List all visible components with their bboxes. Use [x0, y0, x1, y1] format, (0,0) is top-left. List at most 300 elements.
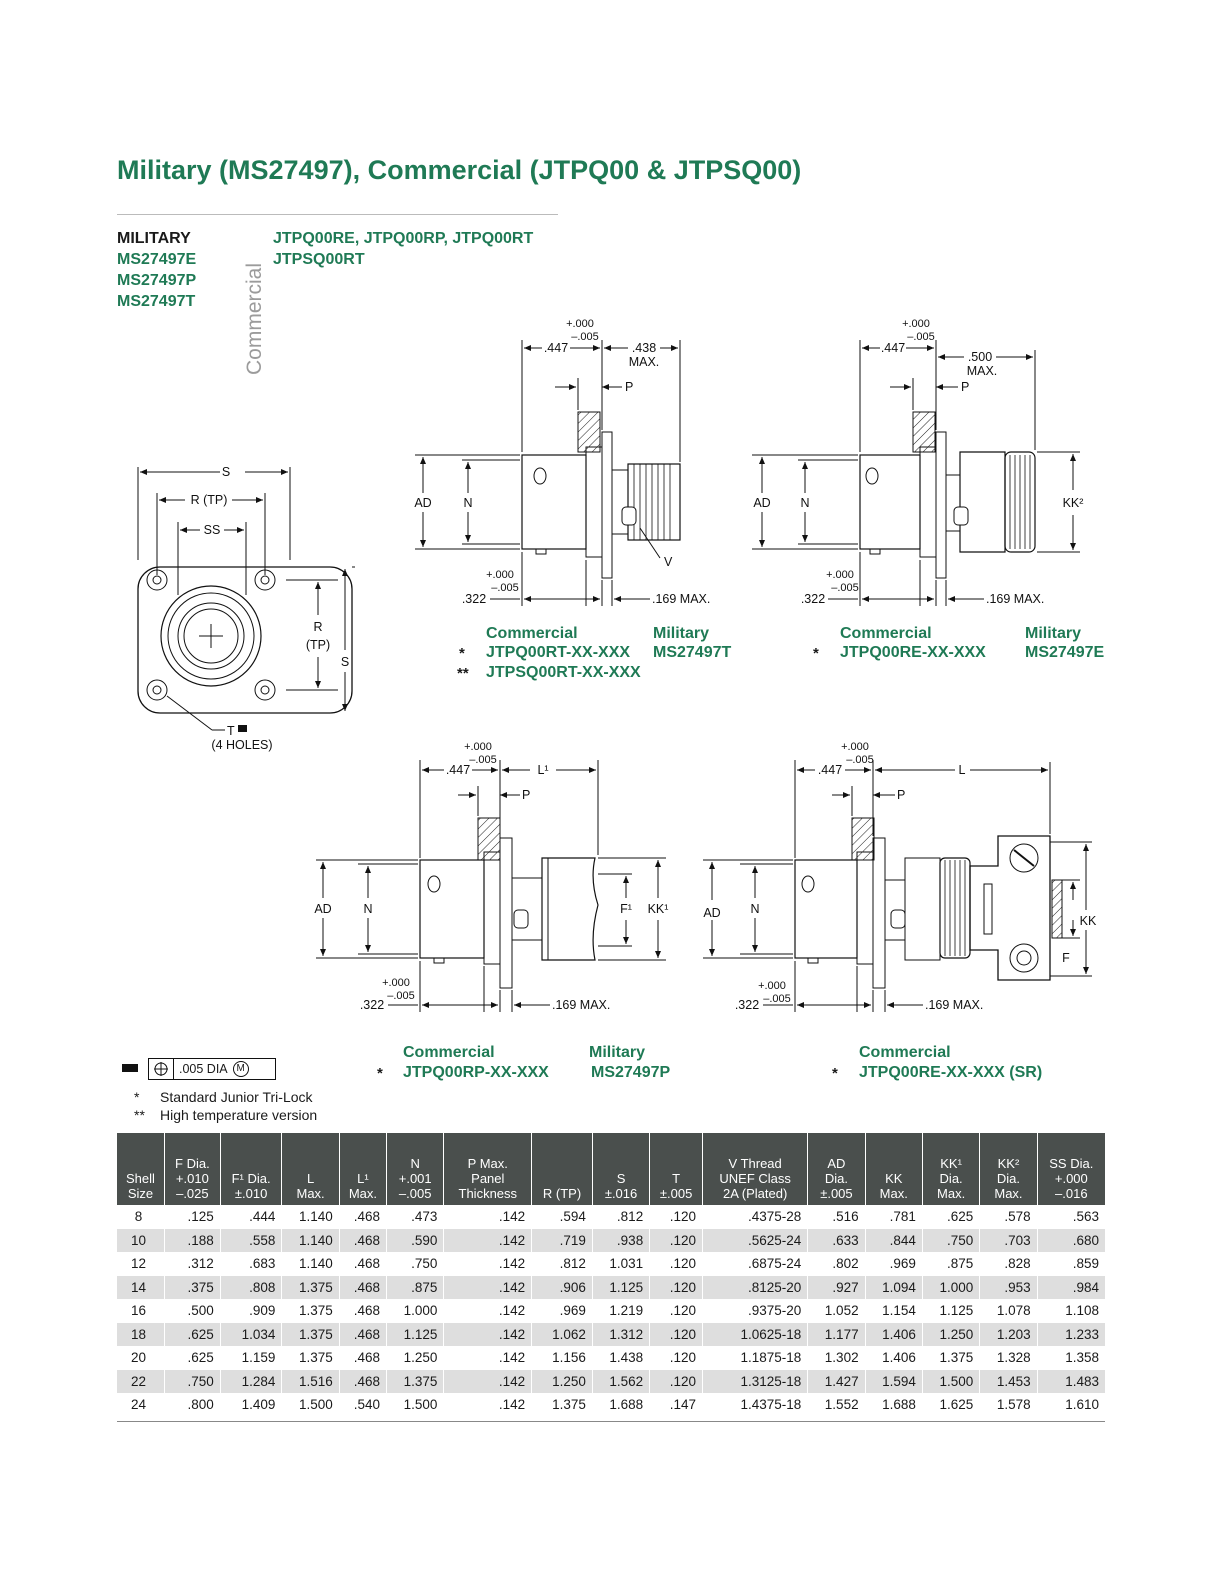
- d3-169: .169 MAX.: [552, 998, 611, 1012]
- table-cell: .563: [1037, 1205, 1105, 1229]
- column-header-line: +.000: [1054, 1171, 1088, 1186]
- table-cell: .120: [650, 1346, 703, 1370]
- d4-b-tol-minus: –.005: [763, 993, 791, 1005]
- table-cell: .120: [650, 1229, 703, 1253]
- table-cell: .984: [1037, 1276, 1105, 1300]
- table-cell: .468: [339, 1229, 386, 1253]
- d2-322: .322: [800, 592, 826, 606]
- front-s-label: S: [221, 465, 231, 479]
- column-header-line: Max.: [879, 1186, 908, 1201]
- d1-ad: AD: [414, 496, 432, 510]
- d4-tol-plus: +.000: [841, 741, 869, 753]
- column-header: [1037, 1133, 1105, 1205]
- d4-322: .322: [734, 998, 760, 1012]
- d4-447: .447: [817, 763, 843, 777]
- d2-p: P: [961, 380, 970, 394]
- column-header-line: Dia.: [996, 1171, 1021, 1186]
- table-cell: .680: [1037, 1229, 1105, 1253]
- caption-re-mil-part: MS27497E: [1025, 644, 1105, 661]
- table-cell: 1.516: [282, 1370, 339, 1394]
- table-cell: 1.094: [865, 1276, 922, 1300]
- d2-kk2: KK²: [1062, 496, 1084, 510]
- table-cell: .142: [444, 1229, 532, 1253]
- tolerance-value: .005 DIA: [179, 1062, 228, 1076]
- column-header: [117, 1133, 164, 1205]
- caption-rp-part1: JTPQ00RP-XX-XXX: [403, 1064, 549, 1081]
- table-cell: .558: [220, 1229, 282, 1253]
- caption-re-commercial: Commercial: [840, 625, 932, 642]
- note-text-2: High temperature version: [160, 1107, 318, 1123]
- military-label: MILITARY: [117, 230, 191, 247]
- caption-re-star1: *: [813, 645, 819, 662]
- table-cell: .909: [220, 1299, 282, 1323]
- d3-447: .447: [445, 763, 471, 777]
- column-header: [650, 1133, 703, 1205]
- note-mark-2: **: [134, 1107, 145, 1123]
- caption-resr-star1: *: [832, 1065, 838, 1082]
- table-cell: .4375-28: [703, 1205, 808, 1229]
- d4-n: N: [750, 902, 760, 916]
- d1-447: .447: [543, 341, 569, 355]
- d3-b-tol-minus: –.005: [387, 990, 415, 1002]
- column-header-line: L¹: [357, 1171, 369, 1186]
- drawing-re: [752, 340, 1080, 606]
- d3-b-tol-plus: +.000: [382, 977, 410, 989]
- table-cell: 1.203: [980, 1323, 1037, 1347]
- column-header: [922, 1133, 979, 1205]
- table-cell: .594: [532, 1205, 593, 1229]
- table-cell: .120: [650, 1252, 703, 1276]
- table-bottom-rule: [117, 1421, 1105, 1422]
- commercial-vertical-text: Commercial: [243, 262, 266, 376]
- table-cell: 16: [117, 1299, 164, 1323]
- table-cell: 1.500: [282, 1393, 339, 1417]
- table-cell: .5625-24: [703, 1229, 808, 1253]
- d2-500: .500: [967, 350, 993, 364]
- table-cell: .750: [922, 1229, 979, 1253]
- column-header-line: Max.: [994, 1186, 1023, 1201]
- table-cell: 1.125: [922, 1299, 979, 1323]
- table-cell: 8: [117, 1205, 164, 1229]
- table-cell: 10: [117, 1229, 164, 1253]
- table-cell: .468: [339, 1346, 386, 1370]
- front-t-label: T: [227, 724, 235, 738]
- table-cell: 1.154: [865, 1299, 922, 1323]
- table-cell: .625: [164, 1346, 220, 1370]
- table-cell: 1.034: [220, 1323, 282, 1347]
- tolerance-frame: [148, 1058, 276, 1080]
- column-header: [592, 1133, 649, 1205]
- table-cell: 1.375: [282, 1276, 339, 1300]
- table-cell: .625: [164, 1323, 220, 1347]
- table-cell: .8125-20: [703, 1276, 808, 1300]
- column-header-line: –.005: [398, 1186, 432, 1201]
- column-header-line: –.016: [1055, 1186, 1088, 1201]
- table-cell: .142: [444, 1252, 532, 1276]
- table-cell: .142: [444, 1323, 532, 1347]
- d1-n: N: [463, 496, 473, 510]
- table-cell: 1.1875-18: [703, 1346, 808, 1370]
- table-cell: 1.406: [865, 1346, 922, 1370]
- table-cell: 1.375: [387, 1370, 444, 1394]
- d1-b-tol-plus: +.000: [486, 569, 514, 581]
- commercial-parts-line2: JTPSQ00RT: [273, 251, 365, 268]
- d4-b-tol-plus: +.000: [758, 980, 786, 992]
- table-cell: .500: [164, 1299, 220, 1323]
- table-cell: 1.219: [592, 1299, 649, 1323]
- table-cell: .683: [220, 1252, 282, 1276]
- table-cell: .969: [865, 1252, 922, 1276]
- military-part-t: MS27497T: [117, 293, 196, 310]
- d3-p: P: [522, 788, 531, 802]
- military-part-p: MS27497P: [117, 272, 197, 289]
- table-cell: .147: [650, 1393, 703, 1417]
- d1-438: .438: [631, 341, 657, 355]
- column-header-line: ±.016: [604, 1186, 638, 1201]
- d3-tol-minus: –.005: [469, 754, 497, 766]
- column-header-line: ±.005: [659, 1186, 693, 1201]
- table-cell: 1.375: [282, 1346, 339, 1370]
- d4-f: F: [1062, 951, 1070, 965]
- column-header: [220, 1133, 282, 1205]
- d2-tol-minus: –.005: [907, 331, 935, 343]
- table-row: [117, 1370, 1105, 1394]
- table-cell: 1.594: [865, 1370, 922, 1394]
- table-cell: .142: [444, 1276, 532, 1300]
- column-header-line: F Dia.: [175, 1156, 210, 1171]
- table-cell: 1.4375-18: [703, 1393, 808, 1417]
- table-cell: .142: [444, 1370, 532, 1394]
- table-cell: 1.438: [592, 1346, 649, 1370]
- table-cell: .120: [650, 1370, 703, 1394]
- table-cell: .120: [650, 1323, 703, 1347]
- column-header: [808, 1133, 865, 1205]
- column-header: [865, 1133, 922, 1205]
- table-cell: .969: [532, 1299, 593, 1323]
- table-cell: 1.406: [865, 1323, 922, 1347]
- d2-ad: AD: [753, 496, 771, 510]
- table-cell: 1.078: [980, 1299, 1037, 1323]
- table-cell: 1.250: [532, 1370, 593, 1394]
- column-header-line: AD: [827, 1156, 846, 1171]
- page-title: Military (MS27497), Commercial (JTPQ00 & JTPSQ00): [117, 155, 802, 185]
- table-cell: .540: [339, 1393, 386, 1417]
- commercial-parts-line1: JTPQ00RE, JTPQ00RP, JTPQ00RT: [273, 230, 534, 247]
- d2-447: .447: [880, 341, 906, 355]
- table-cell: 1.375: [282, 1299, 339, 1323]
- table-cell: .468: [339, 1370, 386, 1394]
- table-cell: 1.358: [1037, 1346, 1105, 1370]
- d3-l1: L¹: [537, 763, 549, 777]
- column-header-line: ±.010: [234, 1186, 268, 1201]
- d2-n: N: [800, 496, 810, 510]
- column-header: [980, 1133, 1037, 1205]
- table-cell: .750: [387, 1252, 444, 1276]
- table-cell: .781: [865, 1205, 922, 1229]
- d4-tol-minus: –.005: [846, 754, 874, 766]
- front-view-drawing: [138, 467, 355, 730]
- table-cell: .859: [1037, 1252, 1105, 1276]
- table-row: [117, 1323, 1105, 1347]
- table-cell: .812: [532, 1252, 593, 1276]
- d1-tol-minus: –.005: [571, 331, 599, 343]
- column-header-line: Panel: [471, 1171, 505, 1186]
- column-header-line: F¹ Dia.: [231, 1171, 271, 1186]
- caption-rp-mil-part: MS27497P: [591, 1064, 671, 1081]
- d4-l: L: [958, 763, 966, 777]
- table-cell: .142: [444, 1205, 532, 1229]
- column-header-line: UNEF Class: [719, 1171, 791, 1186]
- table-cell: .875: [922, 1252, 979, 1276]
- table-cell: .906: [532, 1276, 593, 1300]
- caption-rt-mil-part: MS27497T: [653, 644, 732, 661]
- dimensions-table: [117, 1133, 1105, 1417]
- table-cell: 1.062: [532, 1323, 593, 1347]
- table-cell: 1.000: [922, 1276, 979, 1300]
- note-text-1: Standard Junior Tri-Lock: [160, 1089, 313, 1105]
- table-cell: .578: [980, 1205, 1037, 1229]
- table-cell: 1.409: [220, 1393, 282, 1417]
- column-header-line: Size: [127, 1186, 154, 1201]
- column-header-line: KK¹: [940, 1156, 962, 1171]
- table-cell: .625: [922, 1205, 979, 1229]
- table-cell: .312: [164, 1252, 220, 1276]
- table-cell: .120: [650, 1205, 703, 1229]
- table-cell: .927: [808, 1276, 865, 1300]
- column-header-line: –.025: [176, 1186, 209, 1201]
- column-header: [532, 1133, 593, 1205]
- table-cell: .468: [339, 1205, 386, 1229]
- table-row: [117, 1299, 1105, 1323]
- column-header: [703, 1133, 808, 1205]
- d4-169: .169 MAX.: [925, 998, 984, 1012]
- d3-ad: AD: [314, 902, 332, 916]
- table-cell: 1.562: [592, 1370, 649, 1394]
- front-s-side-label: S: [340, 655, 350, 669]
- d1-322: .322: [461, 592, 487, 606]
- table-cell: .875: [387, 1276, 444, 1300]
- d1-169: .169 MAX.: [652, 592, 711, 606]
- table-row: [117, 1346, 1105, 1370]
- note-mark-1: *: [134, 1089, 140, 1105]
- table-cell: 12: [117, 1252, 164, 1276]
- table-cell: 1.000: [387, 1299, 444, 1323]
- table-cell: .6875-24: [703, 1252, 808, 1276]
- table-cell: 1.052: [808, 1299, 865, 1323]
- tolerance-square-symbol: [122, 1064, 138, 1072]
- caption-resr-commercial: Commercial: [859, 1044, 951, 1061]
- table-cell: .125: [164, 1205, 220, 1229]
- d2-169: .169 MAX.: [986, 592, 1045, 606]
- table-cell: .808: [220, 1276, 282, 1300]
- front-holes-label: (4 HOLES): [211, 738, 273, 752]
- caption-resr-part1: JTPQ00RE-XX-XXX (SR): [859, 1064, 1043, 1081]
- table-cell: 1.328: [980, 1346, 1037, 1370]
- front-ss-label: SS: [203, 523, 221, 537]
- table-cell: .633: [808, 1229, 865, 1253]
- table-cell: 1.625: [922, 1393, 979, 1417]
- table-cell: .468: [339, 1299, 386, 1323]
- column-header-line: Dia.: [824, 1171, 848, 1186]
- caption-rp-commercial: Commercial: [403, 1044, 495, 1061]
- table-cell: .844: [865, 1229, 922, 1253]
- table-cell: .142: [444, 1393, 532, 1417]
- d2-b-tol-minus: –.005: [831, 582, 859, 594]
- table-cell: 1.177: [808, 1323, 865, 1347]
- column-header-line: +.010: [175, 1171, 209, 1186]
- caption-rt-star1: *: [459, 645, 465, 662]
- column-header-line: N: [410, 1156, 420, 1171]
- table-row: [117, 1252, 1105, 1276]
- table-cell: 1.0625-18: [703, 1323, 808, 1347]
- drawing-rp: [316, 760, 666, 1012]
- d4-ad: AD: [703, 906, 721, 920]
- table-cell: .468: [339, 1323, 386, 1347]
- table-cell: 1.688: [592, 1393, 649, 1417]
- front-rtp-label: R (TP): [190, 493, 228, 507]
- table-cell: 1.483: [1037, 1370, 1105, 1394]
- table-cell: 1.610: [1037, 1393, 1105, 1417]
- caption-rt-part1: JTPQ00RT-XX-XXX: [486, 644, 631, 661]
- caption-rt-commercial: Commercial: [486, 625, 578, 642]
- table-cell: 1.250: [387, 1346, 444, 1370]
- column-header-line: KK²: [997, 1156, 1020, 1171]
- table-cell: .516: [808, 1205, 865, 1229]
- d3-n: N: [363, 902, 373, 916]
- column-header-line: R (TP): [542, 1186, 582, 1201]
- table-cell: .473: [387, 1205, 444, 1229]
- table-cell: 18: [117, 1323, 164, 1347]
- caption-rp-star1: *: [377, 1065, 383, 1082]
- column-header-line: Thickness: [458, 1186, 518, 1201]
- d3-322: .322: [359, 998, 385, 1012]
- column-header-line: L: [306, 1171, 315, 1186]
- table-cell: .444: [220, 1205, 282, 1229]
- table-cell: 1.233: [1037, 1323, 1105, 1347]
- column-header-line: Max.: [348, 1186, 377, 1201]
- column-header-line: Max.: [296, 1186, 325, 1201]
- table-cell: 1.284: [220, 1370, 282, 1394]
- column-header-line: 2A (Plated): [722, 1186, 788, 1201]
- table-cell: .719: [532, 1229, 593, 1253]
- column-header-line: ±.005: [820, 1186, 853, 1201]
- table-cell: .9375-20: [703, 1299, 808, 1323]
- d1-max: MAX.: [628, 355, 660, 369]
- table-cell: 1.125: [387, 1323, 444, 1347]
- d1-b-tol-minus: –.005: [491, 582, 519, 594]
- table-cell: .703: [980, 1229, 1037, 1253]
- table-cell: .142: [444, 1346, 532, 1370]
- table-cell: 20: [117, 1346, 164, 1370]
- table-cell: 1.578: [980, 1393, 1037, 1417]
- table-cell: 1.500: [922, 1370, 979, 1394]
- table-cell: 1.250: [922, 1323, 979, 1347]
- table-cell: 1.159: [220, 1346, 282, 1370]
- table-cell: 1.031: [592, 1252, 649, 1276]
- table-cell: 14: [117, 1276, 164, 1300]
- max-material-modifier-icon: M: [233, 1061, 249, 1077]
- table-cell: 22: [117, 1370, 164, 1394]
- position-tolerance-icon: [149, 1059, 174, 1079]
- table-cell: 1.108: [1037, 1299, 1105, 1323]
- table-cell: .590: [387, 1229, 444, 1253]
- caption-rp-military: Military: [589, 1044, 646, 1061]
- d2-tol-plus: +.000: [902, 318, 930, 330]
- table-cell: .468: [339, 1276, 386, 1300]
- d3-tol-plus: +.000: [464, 741, 492, 753]
- d4-kk: KK: [1079, 914, 1097, 928]
- table-cell: .120: [650, 1299, 703, 1323]
- table-cell: .120: [650, 1276, 703, 1300]
- table-cell: .953: [980, 1276, 1037, 1300]
- column-header-line: Dia.: [939, 1171, 963, 1186]
- table-cell: .800: [164, 1393, 220, 1417]
- front-r-label: R: [313, 620, 323, 634]
- table-cell: 1.312: [592, 1323, 649, 1347]
- column-header: [282, 1133, 339, 1205]
- table-cell: .142: [444, 1299, 532, 1323]
- d2-max: MAX.: [966, 364, 998, 378]
- table-cell: .812: [592, 1205, 649, 1229]
- table-cell: 1.375: [532, 1393, 593, 1417]
- table-cell: 1.552: [808, 1393, 865, 1417]
- d1-v: V: [664, 555, 673, 569]
- table-cell: 24: [117, 1393, 164, 1417]
- caption-rt-star2: **: [457, 665, 469, 682]
- front-tp-label: (TP): [305, 638, 331, 652]
- table-cell: .938: [592, 1229, 649, 1253]
- table-cell: 1.140: [282, 1205, 339, 1229]
- column-header-line: S: [616, 1171, 626, 1186]
- table-cell: 1.140: [282, 1229, 339, 1253]
- d1-tol-plus: +.000: [566, 318, 594, 330]
- table-cell: .188: [164, 1229, 220, 1253]
- table-cell: .828: [980, 1252, 1037, 1276]
- column-header-line: Shell: [126, 1171, 155, 1186]
- table-cell: 1.302: [808, 1346, 865, 1370]
- column-header-line: KK: [885, 1171, 903, 1186]
- table-cell: 1.500: [387, 1393, 444, 1417]
- table-cell: 1.125: [592, 1276, 649, 1300]
- table-cell: .468: [339, 1252, 386, 1276]
- caption-rt-part2: JTPSQ00RT-XX-XXX: [486, 664, 641, 681]
- column-header-line: V Thread: [728, 1156, 782, 1171]
- caption-re-military: Military: [1025, 625, 1082, 642]
- table-cell: 1.140: [282, 1252, 339, 1276]
- column-header: [164, 1133, 220, 1205]
- table-cell: 1.427: [808, 1370, 865, 1394]
- table-cell: .750: [164, 1370, 220, 1394]
- caption-rt-military: Military: [653, 625, 710, 642]
- column-header: [339, 1133, 386, 1205]
- column-header-line: +.001: [398, 1171, 432, 1186]
- column-header-line: T: [672, 1171, 681, 1186]
- table-row: [117, 1205, 1105, 1229]
- table-cell: 1.156: [532, 1346, 593, 1370]
- table-cell: .375: [164, 1276, 220, 1300]
- table-cell: .802: [808, 1252, 865, 1276]
- table-cell: 1.3125-18: [703, 1370, 808, 1394]
- column-header-line: P Max.: [467, 1156, 508, 1171]
- d2-b-tol-plus: +.000: [826, 569, 854, 581]
- table-cell: 1.375: [282, 1323, 339, 1347]
- table-cell: 1.375: [922, 1346, 979, 1370]
- d3-kk1: KK¹: [647, 902, 669, 916]
- table-row: [117, 1393, 1105, 1417]
- d1-p: P: [625, 380, 634, 394]
- column-header-line: Max.: [937, 1186, 966, 1201]
- table-cell: 1.453: [980, 1370, 1037, 1394]
